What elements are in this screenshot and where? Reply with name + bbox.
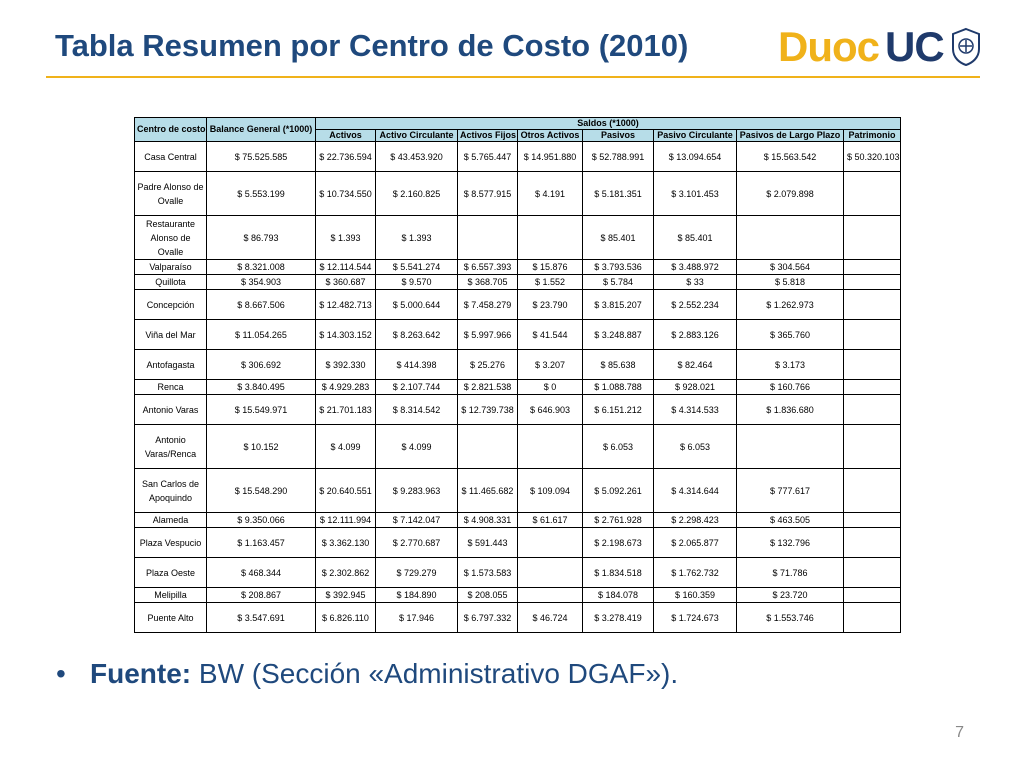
header-pasivo-circulante: Pasivo Circulante: [654, 130, 737, 142]
activo-circulante-cell: $ 17.946: [376, 603, 458, 633]
balance-cell: $ 10.152: [207, 425, 316, 469]
pasivo-circulante-cell: $ 2.298.423: [654, 513, 737, 528]
pasivo-circulante-cell: $ 85.401: [654, 216, 737, 260]
pasivos-cell: $ 5.181.351: [583, 172, 654, 216]
header-cost-center: Centro de costo: [135, 118, 207, 142]
source-note: [56, 658, 678, 690]
activo-circulante-cell: $ 184.890: [376, 588, 458, 603]
otros-activos-cell: [518, 558, 583, 588]
activos-fijos-cell: $ 591.443: [458, 528, 518, 558]
duoc-uc-logo: [778, 24, 982, 70]
activo-circulante-cell: $ 5.541.274: [376, 260, 458, 275]
header-pasivos-largo-plazo: Pasivos de Largo Plazo: [737, 130, 844, 142]
pasivo-circulante-cell: $ 1.724.673: [654, 603, 737, 633]
otros-activos-cell: $ 23.790: [518, 290, 583, 320]
activos-cell: $ 21.701.183: [316, 395, 376, 425]
table-row: [135, 558, 901, 588]
header-pasivos: Pasivos: [583, 130, 654, 142]
otros-activos-cell: $ 1.552: [518, 275, 583, 290]
balance-cell: $ 8.667.506: [207, 290, 316, 320]
activos-cell: $ 12.482.713: [316, 290, 376, 320]
patrimonio-cell: [844, 603, 901, 633]
cost-center-name: Puente Alto: [135, 603, 207, 633]
activos-cell: $ 12.111.994: [316, 513, 376, 528]
cost-center-name: San Carlos de Apoquindo: [135, 469, 207, 513]
pasivos-cell: $ 3.815.207: [583, 290, 654, 320]
pasivo-circulante-cell: $ 4.314.644: [654, 469, 737, 513]
header-otros-activos: Otros Activos: [518, 130, 583, 142]
balance-cell: $ 5.553.199: [207, 172, 316, 216]
pasivos-cell: $ 85.401: [583, 216, 654, 260]
pasivos-largo-plazo-cell: $ 1.553.746: [737, 603, 844, 633]
bullet-icon: •: [56, 658, 66, 689]
patrimonio-cell: [844, 350, 901, 380]
pasivos-cell: $ 5.784: [583, 275, 654, 290]
pasivos-cell: $ 85.638: [583, 350, 654, 380]
activos-fijos-cell: $ 6.557.393: [458, 260, 518, 275]
pasivos-largo-plazo-cell: $ 1.836.680: [737, 395, 844, 425]
activos-fijos-cell: $ 25.276: [458, 350, 518, 380]
activos-fijos-cell: $ 12.739.738: [458, 395, 518, 425]
table-row: [135, 216, 901, 260]
cost-center-name: Antonio Varas/Renca: [135, 425, 207, 469]
activos-cell: $ 360.687: [316, 275, 376, 290]
balance-cell: $ 15.548.290: [207, 469, 316, 513]
cost-center-name: Restaurante Alonso de Ovalle: [135, 216, 207, 260]
patrimonio-cell: [844, 216, 901, 260]
activo-circulante-cell: $ 1.393: [376, 216, 458, 260]
otros-activos-cell: $ 109.094: [518, 469, 583, 513]
pasivos-cell: $ 52.788.991: [583, 142, 654, 172]
cost-center-name: Renca: [135, 380, 207, 395]
table-header-row-group: [135, 118, 901, 130]
activos-fijos-cell: $ 6.797.332: [458, 603, 518, 633]
patrimonio-cell: [844, 320, 901, 350]
activos-fijos-cell: $ 208.055: [458, 588, 518, 603]
activos-fijos-cell: $ 5.765.447: [458, 142, 518, 172]
activos-cell: $ 4.929.283: [316, 380, 376, 395]
table-row: [135, 395, 901, 425]
activos-fijos-cell: $ 7.458.279: [458, 290, 518, 320]
otros-activos-cell: [518, 216, 583, 260]
table-row: [135, 142, 901, 172]
activos-fijos-cell: $ 11.465.682: [458, 469, 518, 513]
balance-cell: $ 3.547.691: [207, 603, 316, 633]
cost-center-name: Alameda: [135, 513, 207, 528]
balance-cell: $ 86.793: [207, 216, 316, 260]
activos-fijos-cell: [458, 425, 518, 469]
balance-cell: $ 354.903: [207, 275, 316, 290]
pasivos-cell: $ 3.278.419: [583, 603, 654, 633]
patrimonio-cell: [844, 290, 901, 320]
balance-cell: $ 3.840.495: [207, 380, 316, 395]
patrimonio-cell: [844, 558, 901, 588]
table-row: [135, 425, 901, 469]
pasivos-cell: $ 1.088.788: [583, 380, 654, 395]
otros-activos-cell: $ 15.876: [518, 260, 583, 275]
activo-circulante-cell: $ 2.160.825: [376, 172, 458, 216]
otros-activos-cell: $ 41.544: [518, 320, 583, 350]
header-activos: Activos: [316, 130, 376, 142]
balance-cell: $ 75.525.585: [207, 142, 316, 172]
pasivo-circulante-cell: $ 2.883.126: [654, 320, 737, 350]
pasivos-cell: $ 5.092.261: [583, 469, 654, 513]
cost-center-name: Casa Central: [135, 142, 207, 172]
pasivos-cell: $ 6.151.212: [583, 395, 654, 425]
activo-circulante-cell: $ 8.314.542: [376, 395, 458, 425]
activo-circulante-cell: $ 9.570: [376, 275, 458, 290]
table-row: [135, 588, 901, 603]
balance-cell: $ 8.321.008: [207, 260, 316, 275]
activos-fijos-cell: $ 368.705: [458, 275, 518, 290]
pasivos-largo-plazo-cell: $ 1.262.973: [737, 290, 844, 320]
pasivo-circulante-cell: $ 3.488.972: [654, 260, 737, 275]
pasivos-largo-plazo-cell: $ 463.505: [737, 513, 844, 528]
table-row: [135, 469, 901, 513]
cost-center-name: Quillota: [135, 275, 207, 290]
activo-circulante-cell: $ 2.107.744: [376, 380, 458, 395]
otros-activos-cell: $ 14.951.880: [518, 142, 583, 172]
activos-cell: $ 4.099: [316, 425, 376, 469]
activos-fijos-cell: $ 5.997.966: [458, 320, 518, 350]
patrimonio-cell: [844, 425, 901, 469]
pasivo-circulante-cell: $ 160.359: [654, 588, 737, 603]
activos-cell: $ 3.362.130: [316, 528, 376, 558]
activo-circulante-cell: $ 414.398: [376, 350, 458, 380]
cost-center-name: Padre Alonso de Ovalle: [135, 172, 207, 216]
pasivos-cell: $ 6.053: [583, 425, 654, 469]
logo-brand-text: Duoc: [778, 23, 879, 70]
patrimonio-cell: $ 50.320.103: [844, 142, 901, 172]
otros-activos-cell: $ 0: [518, 380, 583, 395]
pasivo-circulante-cell: $ 82.464: [654, 350, 737, 380]
otros-activos-cell: [518, 425, 583, 469]
table-row: [135, 380, 901, 395]
pasivos-largo-plazo-cell: [737, 216, 844, 260]
activos-cell: $ 10.734.550: [316, 172, 376, 216]
otros-activos-cell: $ 3.207: [518, 350, 583, 380]
cost-center-name: Plaza Vespucio: [135, 528, 207, 558]
pasivos-largo-plazo-cell: $ 15.563.542: [737, 142, 844, 172]
pasivos-largo-plazo-cell: $ 304.564: [737, 260, 844, 275]
patrimonio-cell: [844, 380, 901, 395]
activo-circulante-cell: $ 9.283.963: [376, 469, 458, 513]
activos-fijos-cell: $ 8.577.915: [458, 172, 518, 216]
activo-circulante-cell: $ 729.279: [376, 558, 458, 588]
cost-center-name: Melipilla: [135, 588, 207, 603]
pasivos-largo-plazo-cell: $ 2.079.898: [737, 172, 844, 216]
pasivo-circulante-cell: $ 6.053: [654, 425, 737, 469]
patrimonio-cell: [844, 395, 901, 425]
patrimonio-cell: [844, 260, 901, 275]
pasivo-circulante-cell: $ 928.021: [654, 380, 737, 395]
balance-cell: $ 9.350.066: [207, 513, 316, 528]
activo-circulante-cell: $ 8.263.642: [376, 320, 458, 350]
activos-cell: $ 14.303.152: [316, 320, 376, 350]
activos-cell: $ 22.736.594: [316, 142, 376, 172]
patrimonio-cell: [844, 528, 901, 558]
pasivos-largo-plazo-cell: $ 5.818: [737, 275, 844, 290]
pasivos-largo-plazo-cell: $ 132.796: [737, 528, 844, 558]
balance-cell: $ 306.692: [207, 350, 316, 380]
pasivos-cell: $ 2.761.928: [583, 513, 654, 528]
activos-cell: $ 6.826.110: [316, 603, 376, 633]
activos-cell: $ 12.114.544: [316, 260, 376, 275]
patrimonio-cell: [844, 588, 901, 603]
table-row: [135, 320, 901, 350]
cost-center-name: Antonio Varas: [135, 395, 207, 425]
source-label: Fuente:: [90, 658, 192, 689]
logo-brand-suffix: UC: [885, 23, 944, 70]
pasivos-largo-plazo-cell: $ 71.786: [737, 558, 844, 588]
activos-cell: $ 392.330: [316, 350, 376, 380]
uc-seal-icon: [950, 27, 982, 67]
table-row: [135, 275, 901, 290]
pasivo-circulante-cell: $ 1.762.732: [654, 558, 737, 588]
activos-cell: $ 1.393: [316, 216, 376, 260]
activos-fijos-cell: $ 1.573.583: [458, 558, 518, 588]
table-row: [135, 528, 901, 558]
cost-center-name: Concepción: [135, 290, 207, 320]
patrimonio-cell: [844, 469, 901, 513]
activos-fijos-cell: $ 2.821.538: [458, 380, 518, 395]
otros-activos-cell: $ 61.617: [518, 513, 583, 528]
activo-circulante-cell: $ 2.770.687: [376, 528, 458, 558]
balance-cell: $ 1.163.457: [207, 528, 316, 558]
activo-circulante-cell: $ 5.000.644: [376, 290, 458, 320]
pasivos-largo-plazo-cell: [737, 425, 844, 469]
pasivos-largo-plazo-cell: $ 777.617: [737, 469, 844, 513]
otros-activos-cell: [518, 588, 583, 603]
pasivo-circulante-cell: $ 2.065.877: [654, 528, 737, 558]
activo-circulante-cell: $ 7.142.047: [376, 513, 458, 528]
cost-center-name: Antofagasta: [135, 350, 207, 380]
table-row: [135, 350, 901, 380]
pasivo-circulante-cell: $ 2.552.234: [654, 290, 737, 320]
pasivos-cell: $ 1.834.518: [583, 558, 654, 588]
activo-circulante-cell: $ 4.099: [376, 425, 458, 469]
pasivo-circulante-cell: $ 33: [654, 275, 737, 290]
activos-cell: $ 2.302.862: [316, 558, 376, 588]
header-balance-general: Balance General (*1000): [207, 118, 316, 142]
title-underline: [46, 76, 980, 78]
table-row: [135, 172, 901, 216]
balance-cell: $ 468.344: [207, 558, 316, 588]
activos-cell: $ 20.640.551: [316, 469, 376, 513]
pasivos-cell: $ 3.793.536: [583, 260, 654, 275]
slide-title: Tabla Resumen por Centro de Costo (2010): [55, 28, 689, 63]
cost-center-summary-table: [134, 117, 901, 633]
pasivos-cell: $ 3.248.887: [583, 320, 654, 350]
header-patrimonio: Patrimonio: [844, 130, 901, 142]
otros-activos-cell: $ 646.903: [518, 395, 583, 425]
patrimonio-cell: [844, 172, 901, 216]
pasivos-largo-plazo-cell: $ 160.766: [737, 380, 844, 395]
cost-center-name: Plaza Oeste: [135, 558, 207, 588]
pasivos-cell: $ 184.078: [583, 588, 654, 603]
activos-fijos-cell: [458, 216, 518, 260]
activos-fijos-cell: $ 4.908.331: [458, 513, 518, 528]
activo-circulante-cell: $ 43.453.920: [376, 142, 458, 172]
pasivos-cell: $ 2.198.673: [583, 528, 654, 558]
pasivo-circulante-cell: $ 13.094.654: [654, 142, 737, 172]
otros-activos-cell: $ 4.191: [518, 172, 583, 216]
balance-cell: $ 208.867: [207, 588, 316, 603]
header-saldos: Saldos (*1000): [316, 118, 901, 130]
balance-cell: $ 11.054.265: [207, 320, 316, 350]
table-body: [135, 142, 901, 633]
pasivos-largo-plazo-cell: $ 3.173: [737, 350, 844, 380]
otros-activos-cell: [518, 528, 583, 558]
pasivos-largo-plazo-cell: $ 365.760: [737, 320, 844, 350]
otros-activos-cell: $ 46.724: [518, 603, 583, 633]
pasivo-circulante-cell: $ 4.314.533: [654, 395, 737, 425]
source-text: BW (Sección «Administrativo DGAF»).: [191, 658, 679, 689]
pasivo-circulante-cell: $ 3.101.453: [654, 172, 737, 216]
patrimonio-cell: [844, 513, 901, 528]
header-activos-fijos: Activos Fijos: [458, 130, 518, 142]
cost-center-name: Valparaíso: [135, 260, 207, 275]
table-row: [135, 290, 901, 320]
table-row: [135, 513, 901, 528]
balance-cell: $ 15.549.971: [207, 395, 316, 425]
pasivos-largo-plazo-cell: $ 23.720: [737, 588, 844, 603]
page-number: 7: [955, 724, 964, 741]
patrimonio-cell: [844, 275, 901, 290]
table-row: [135, 260, 901, 275]
header-activo-circulante: Activo Circulante: [376, 130, 458, 142]
table-row: [135, 603, 901, 633]
activos-cell: $ 392.945: [316, 588, 376, 603]
cost-center-name: Viña del Mar: [135, 320, 207, 350]
